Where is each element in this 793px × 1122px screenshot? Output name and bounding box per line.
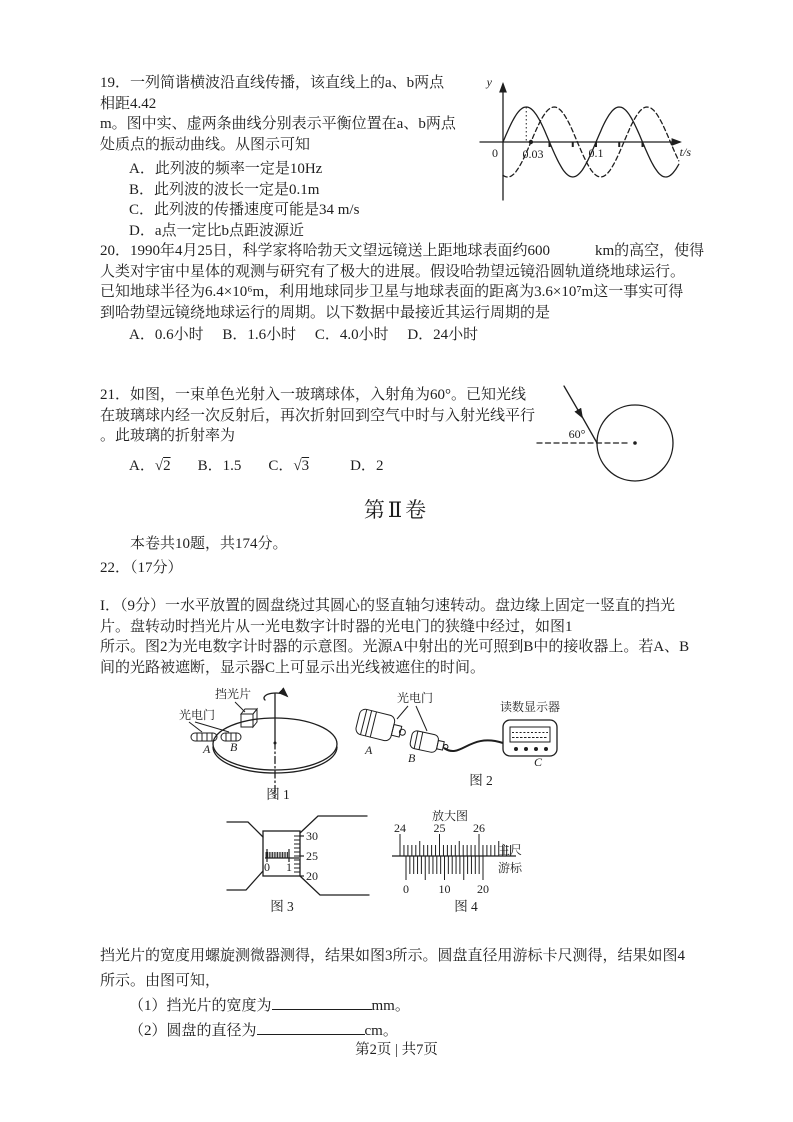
q21-option-a: A．√2 [129,457,171,474]
question-20 [100,241,704,346]
answer-blank-diameter[interactable] [257,1022,365,1035]
q19-wave-figure [478,72,693,217]
vernier-scale-label: 游标 [498,861,523,875]
wave-tick-003: 0.03 [522,147,544,161]
q19-line-3: m。图中实、虚两条曲线分别表示平衡位置在a、b两点 [100,116,456,132]
sphere-center-dot [633,441,637,445]
wave-tick-01: 0.1 [588,146,604,160]
q19-line-2: 相距4.42 [100,95,157,112]
q20-line-4: 到哈勃望远镜绕地球运行的周期。以下数据中最接近其运行周期的是 [100,304,551,321]
q19-line-4: 处质点的振动曲线。从图示可知 [100,136,311,153]
figure-3-caption: 图 3 [270,899,294,914]
wave-tick-0: 0 [492,146,498,160]
q22-part-1 [100,596,689,678]
light-blocker-side [253,709,257,727]
display-label: 读数显示器 [499,700,561,714]
thimble-20: 20 [306,869,318,883]
q20-line-3: 已知地球半径为6.4×10⁶m，利用地球同步卫星与地球表面的距离为3.6×10⁷m这一事实可得 [100,284,684,300]
figure-2-caption: 图 2 [469,773,493,788]
q21-options [100,456,535,477]
q19-option-b: B．此列波的波长一定是0.1m [129,181,320,198]
measurement-text [100,944,685,1044]
sleeve-0: 0 [264,860,270,874]
figure-4-caption: 图 4 [454,899,478,914]
gate-label: 光电门 [178,708,216,722]
question-19 [100,73,456,241]
main-scale-label: 主尺 [498,843,523,857]
q21-option-d: D．2 [350,457,384,474]
blocker-label: 挡光片 [214,687,252,701]
q20-options [100,325,704,346]
figure-2-timer [353,686,648,791]
light-source-a [355,708,409,745]
gate-label: 光电门 [396,691,434,705]
vernier-20: 20 [477,882,489,896]
a-label: A [365,743,373,757]
q20-line-1: 20．1990年4月25日，科学家将哈勃天文望远镜送上距地球表面约600 km的高空，使得 [100,243,705,259]
page-footer: 第2页 | 共7页 [355,1042,438,1058]
measure-line-1: 挡光片的宽度用螺旋测微器测得，结果如图3所示。圆盘直径用游标卡尺测得，结果如图4 [100,948,686,964]
wave-xlabel: t/s [679,145,691,159]
enlarged-view-label: 放大图 [431,809,469,823]
answer-blank-width[interactable] [272,997,372,1010]
axis-dot [274,742,277,745]
vernier-10: 10 [438,882,451,896]
blocker-leader-line [235,702,245,712]
b-label: B [408,751,416,765]
main-26: 26 [473,821,485,835]
section-2-title: 第Ⅱ卷 [363,498,430,522]
vernier-0: 0 [403,882,409,896]
main-24: 24 [394,821,406,835]
c-label: C [534,755,543,769]
gate-a-label: A [203,742,211,756]
q19-option-d: D．a点一定比b点距波源近 [129,222,304,239]
q19-option-c: C．此列波的传播速度可能是34 m/s [129,202,360,218]
q21-line-1: 21．如图，一束单色光射入一玻璃球体，入射角为60°。已知光线 [100,387,527,403]
thimble-30: 30 [306,829,318,843]
q21-option-b: B．1.5 [197,457,242,474]
q20-options-line: A．0.6小时 B．1.6小时 C．4.0小时 D．24小时 [129,327,479,343]
q19-options [100,159,456,241]
frame-arm-bottom-left [227,871,263,890]
q20-line-2: 人类对宇宙中星体的观测与研究有了极大的进展。假设哈勃望远镜沿圆轨道绕地球运行。 [100,263,686,280]
measure-line-2: 所示。由图可知， [100,973,221,989]
q22-line-3: 所示。图2为光电数字计时器的示意图。光源A中射出的光可照到B中的接收器上。若A、B [100,639,690,655]
figure-1-caption: 图 1 [266,787,290,802]
gate-b-label: B [230,740,238,754]
question-21 [100,385,535,476]
q22-header: 22．（17分） [100,560,183,576]
thimble-25: 25 [306,849,318,863]
receiver-b [409,730,450,755]
figure-3-micrometer [225,806,375,914]
display-screen [510,727,550,742]
q19-line-1: 19．一列简谐横波沿直线传播，该直线上的a、b两点 [100,75,445,91]
main-25: 25 [433,821,446,835]
signal-wire [444,740,503,751]
q22-line-4: 间的光路被遮断，显示器C上可显示出光线被遮住的时间。 [100,659,486,676]
micrometer-scale-ticks [265,836,304,876]
sleeve-1: 1 [286,860,292,874]
gate-leader-b [416,706,427,731]
q21-glass-sphere-figure [530,376,695,506]
section-2-note: 本卷共10题，共174分。 [130,536,288,552]
figure-4-vernier [378,808,628,913]
wave-ylabel: y [486,75,492,89]
q22-line-1: I．（9分）一水平放置的圆盘绕过其圆心的竖直轴匀速转动。盘边缘上固定一竖直的挡光 [100,598,675,614]
incident-angle-label: 60° [568,427,586,441]
q19-option-a: A．此列波的频率一定是10Hz [129,161,323,177]
q22-line-2: 片。盘转动时挡光片从一光电数字计时器的光电门的狭缝中经过，如图1 [100,618,573,635]
gate-leader-a [397,706,408,719]
q21-line-3: 。此玻璃的折射率为 [100,428,236,444]
frame-arm-top-left [227,822,263,837]
blank-item-1: （1）挡光片的宽度为 mm。 [129,998,410,1014]
q21-line-2: 在玻璃球内经一次反射后，再次折射回到空气中时与入射光线平行 [100,407,536,424]
blank-item-2: （2）圆盘的直径为 cm。 [129,1023,398,1039]
q21-option-c: C．√3 [268,457,310,474]
incident-ray [564,386,582,417]
